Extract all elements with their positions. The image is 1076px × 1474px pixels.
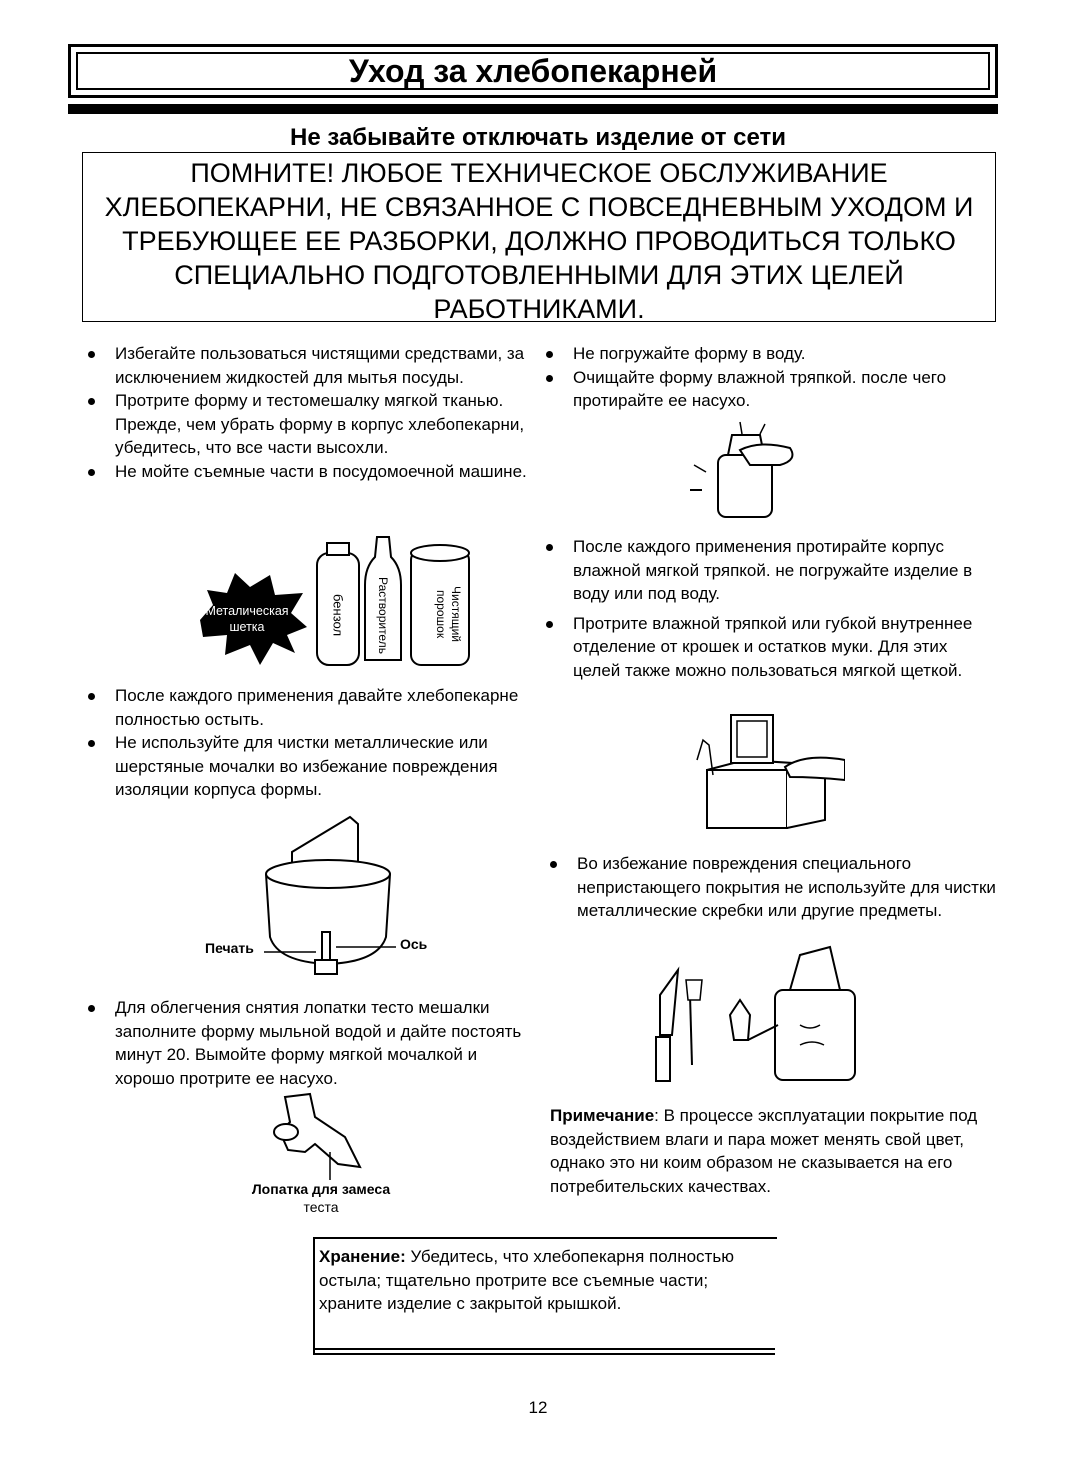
list-item: После каждого применения давайте хлебопекарне полностью остыть. <box>84 684 534 731</box>
warning-line: РАБОТНИКАМИ. <box>433 294 645 324</box>
list-item: Не мойте съемные части в посудомоечной машине. <box>84 460 534 484</box>
wipe-pan-drawing <box>680 420 810 530</box>
scraper-warning-drawing <box>630 945 865 1085</box>
powder-label: Чистящий порошок <box>434 586 463 642</box>
list-item: Протрите влажной тряпкой или губкой внутреннее отделение от крошек и остатков муки. Для этих целей также можно пользоваться мягкой щеткой. <box>542 612 997 683</box>
list-item: Очищайте форму влажной тряпкой. после чего протирайте ее насухо. <box>542 366 992 413</box>
wipe-pan-illustration <box>680 420 810 530</box>
paddle-illustration <box>260 1092 380 1180</box>
storage-text <box>319 1245 759 1316</box>
page-title: Уход за хлебопекарней <box>76 52 990 90</box>
storage-rule <box>313 1353 775 1355</box>
bread-maker-illustration <box>695 705 845 835</box>
note-label: Примечание <box>550 1106 655 1125</box>
cleaners-illustration <box>195 535 485 670</box>
right-list-1 <box>542 342 992 413</box>
list-item: Во избежание повреждения специального непристающего покрытия не используйте для чистки металлические скребки или другие предметы. <box>546 852 996 923</box>
paddle-label-1: Лопатка для замеса <box>251 1181 391 1197</box>
page-number: 12 <box>528 1398 548 1417</box>
warning-line: ПОМНИТЕ! ЛЮБОЕ ТЕХНИЧЕСКОЕ ОБСЛУЖИВАНИЕ <box>190 158 888 188</box>
note-paragraph <box>550 1104 995 1198</box>
left-list-1 <box>84 342 534 483</box>
solvent-label: Растворитель <box>376 576 390 654</box>
seal-label: Печать <box>205 940 254 956</box>
warning-line: СПЕЦИАЛЬНО ПОДГОТОВЛЕННЫМИ ДЛЯ ЭТИХ ЦЕЛЕЙ <box>174 260 904 290</box>
benzol-label: бензол <box>330 593 346 637</box>
scraper-warning-illustration <box>630 945 865 1085</box>
axis-label: Ось <box>400 936 428 952</box>
list-item: Не используйте для чистки металлические или шерстяные мочалки во избежание повреждения изоляции корпуса формы. <box>84 731 534 802</box>
left-list-3 <box>84 996 534 1090</box>
paddle-label-2: теста <box>303 1199 339 1215</box>
storage-body: Убедитесь, что хлебопекарня полностью остыла; тщательно протрите все съемные части; храните изделие с закрытой крышкой. <box>319 1247 734 1313</box>
title-underline <box>68 104 998 114</box>
bread-pan-illustration <box>200 812 440 992</box>
warning-line: ТРЕБУЮЩЕЕ ЕЕ РАЗБОРКИ, ДОЛЖНО ПРОВОДИТЬСЯ ТОЛЬКО <box>122 226 956 256</box>
right-list-2 <box>542 535 997 682</box>
list-item: Не погружайте форму в воду. <box>542 342 992 366</box>
paddle-drawing <box>260 1092 380 1180</box>
subtitle: Не забывайте отключать изделие от сети <box>290 124 786 151</box>
list-item: Избегайте пользоваться чистящими средствами, за исключением жидкостей для мытья посуды. <box>84 342 534 389</box>
note-text: : В процессе эксплуатации покрытие под воздействием влаги и пара может менять свой цвет, однако это ни коим образом не сказывается на его потребительских качествах. <box>550 1106 978 1196</box>
list-item: Для облегчения снятия лопатки тесто мешалки заполните форму мыльной водой и дайте постоять минут 20. Вымойте форму мягкой мочалкой и хорошо протрите ее насухо. <box>84 996 534 1090</box>
brush-label: Металическая шетка <box>205 604 289 634</box>
left-list-2 <box>84 684 534 802</box>
storage-rule <box>313 1348 775 1350</box>
bread-pan-drawing <box>200 812 440 992</box>
list-item: После каждого применения протирайте корпус влажной мягкой тряпкой. не погружайте изделие в воду или под воду. <box>542 535 997 606</box>
right-list-3 <box>546 852 996 923</box>
bread-maker-drawing <box>695 705 845 835</box>
warning-text <box>82 156 996 326</box>
list-item: Протрите форму и тестомешалку мягкой тканью. Прежде, чем убрать форму в корпус хлебопекарни, убедитесь, что все части высохли. <box>84 389 534 460</box>
storage-label: Хранение: <box>319 1247 406 1266</box>
title-box <box>68 44 998 98</box>
warning-line: ХЛЕБОПЕКАРНИ, НЕ СВЯЗАННОЕ С ПОВСЕДНЕВНЫМ УХОДОМ И <box>104 192 974 222</box>
